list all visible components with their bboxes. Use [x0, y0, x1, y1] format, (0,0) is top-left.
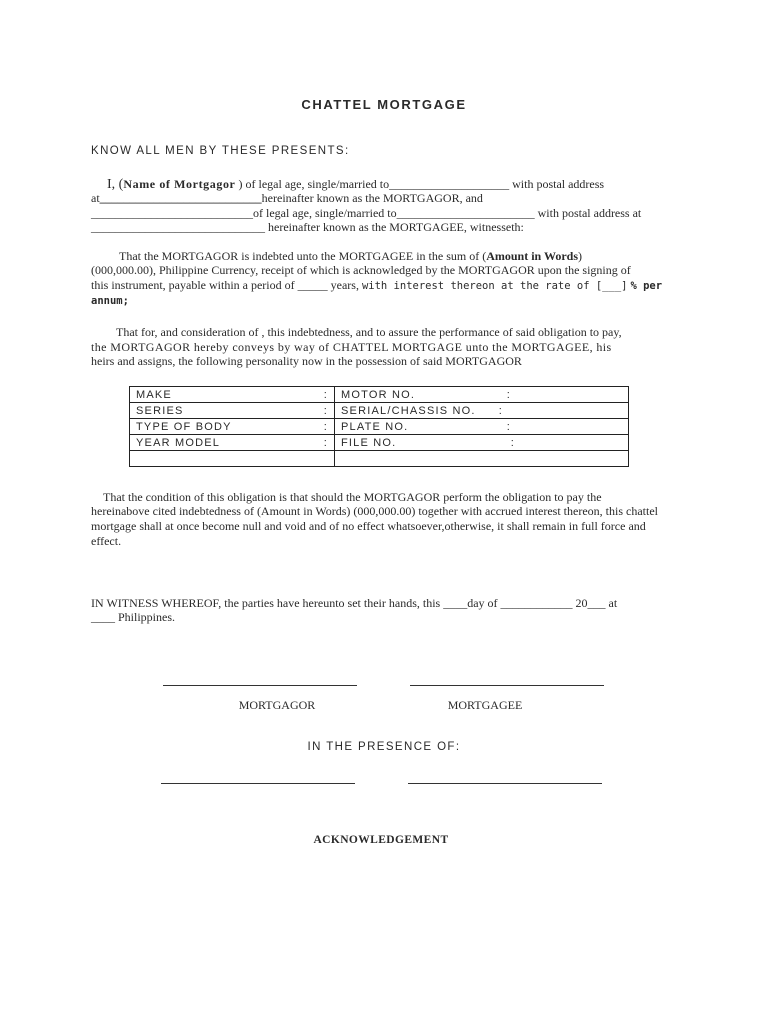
intro-line-1-rest: ) of legal age, single/married to____________________ with postal address	[238, 177, 605, 191]
mortgagee-signature-line	[410, 685, 604, 686]
intro-address-blank: ___________________________	[99, 191, 262, 205]
para1-line-3	[91, 278, 662, 293]
separator: :	[323, 420, 328, 433]
para1-l1-a: That the MORTGAGOR is indebted unto the MORTGAGEE in the sum of (	[119, 249, 487, 263]
para3-line-3: mortgage shall at once become null and void and of no effect whatsoever,otherwise, it shall remain in full force and	[91, 519, 646, 533]
para2-line-3: heirs and assigns, the following personality now in the possession of said MORTGAGOR	[91, 354, 522, 368]
mortgagor-name-placeholder: Name of Mortgagor	[123, 177, 236, 191]
para1-line-4	[91, 293, 129, 308]
para3-line-2: hereinabove cited indebtedness of (Amount in Words) (000,000.00) together with accrued interest thereon, this chattel	[91, 504, 658, 518]
separator: :	[510, 436, 515, 449]
mortgagor-signature-line	[163, 685, 357, 686]
para1-line-2: (000,000.00), Philippine Currency, receipt of which is acknowledged by the MORTGAGOR upon the signing of	[91, 263, 631, 277]
intro-line-4: _____________________________ hereinafter known as the MORTGAGEE, witnesseth:	[91, 220, 524, 234]
series-label: SERIES	[136, 404, 184, 417]
para1-l3-a: this instrument, payable within a period of _____ years,	[91, 278, 359, 292]
serial-chassis-label: SERIAL/CHASSIS NO.	[341, 404, 476, 417]
table-row	[130, 435, 629, 451]
intro-i: I, (	[107, 177, 124, 192]
table-cell	[130, 387, 335, 403]
mortgagor-text: MORTGAGOR	[238, 698, 316, 712]
para3-line-1: That the condition of this obligation is that should the MORTGAGOR perform the obligation to pay the	[103, 490, 602, 504]
intro-at: at	[91, 191, 100, 205]
para3-line-4: effect.	[91, 534, 122, 548]
separator: :	[506, 420, 511, 433]
table-row	[130, 387, 629, 403]
table-row	[130, 451, 629, 467]
make-label: MAKE	[136, 388, 172, 401]
acknowledgement-heading: ACKNOWLEDGEMENT	[313, 834, 449, 846]
table-cell	[130, 451, 335, 467]
table-cell	[130, 435, 335, 451]
para1-l1-c: )	[578, 249, 582, 263]
annum-text: annum;	[91, 295, 129, 307]
interest-clause: with interest thereon at the rate of [___]	[361, 280, 628, 292]
vehicle-details-table	[129, 386, 629, 467]
mortgagee-label	[371, 698, 599, 712]
mortgagee-text: MORTGAGEE	[447, 698, 523, 712]
separator: :	[323, 404, 328, 417]
para2-line-1: That for, and consideration of , this indebtedness, and to assure the performance of said obligation to pay,	[116, 325, 622, 339]
table-cell	[335, 451, 629, 467]
year-model-label: YEAR MODEL	[136, 436, 221, 449]
separator: :	[323, 388, 328, 401]
witness-2-signature-line	[408, 783, 602, 784]
table-cell	[130, 403, 335, 419]
intro-line-1	[107, 177, 604, 192]
interest-percent: % per	[630, 280, 663, 292]
separator: :	[506, 388, 511, 401]
plate-no-label: PLATE NO.	[341, 420, 409, 433]
witness-1-signature-line	[161, 783, 355, 784]
table-cell	[130, 419, 335, 435]
separator: :	[323, 436, 328, 449]
witness-line-2: ____ Philippines.	[91, 610, 176, 624]
amount-in-words-placeholder: Amount in Words	[486, 249, 578, 263]
file-no-label: FILE NO.	[341, 436, 397, 449]
separator: :	[498, 404, 503, 417]
document-title: CHATTEL MORTGAGE	[301, 97, 467, 112]
intro-line-3: ___________________________of legal age, single/married to_______________________ with postal address at	[91, 206, 642, 220]
intro-line-2	[91, 191, 483, 205]
type-of-body-label: TYPE OF BODY	[136, 420, 232, 433]
table-cell	[335, 387, 629, 403]
mortgagor-label	[163, 698, 391, 712]
table-cell	[335, 403, 629, 419]
motor-no-label: MOTOR NO.	[341, 388, 416, 401]
table-row	[130, 419, 629, 435]
para1-line-1	[119, 249, 582, 263]
witness-line-1: IN WITNESS WHEREOF, the parties have hereunto set their hands, this ____day of ____________ 20___ at	[91, 596, 618, 610]
intro-line-2-rest: hereinafter known as the MORTGAGOR, and	[261, 191, 483, 205]
para2-line-2: the MORTGAGOR hereby conveys by way of CHATTEL MORTGAGE unto the MORTGAGEE, his	[91, 340, 612, 354]
table-cell	[335, 435, 629, 451]
table-row	[130, 403, 629, 419]
know-all-men-heading: KNOW ALL MEN BY THESE PRESENTS:	[91, 145, 350, 157]
presence-heading: IN THE PRESENCE OF:	[307, 741, 461, 753]
table-cell	[335, 419, 629, 435]
